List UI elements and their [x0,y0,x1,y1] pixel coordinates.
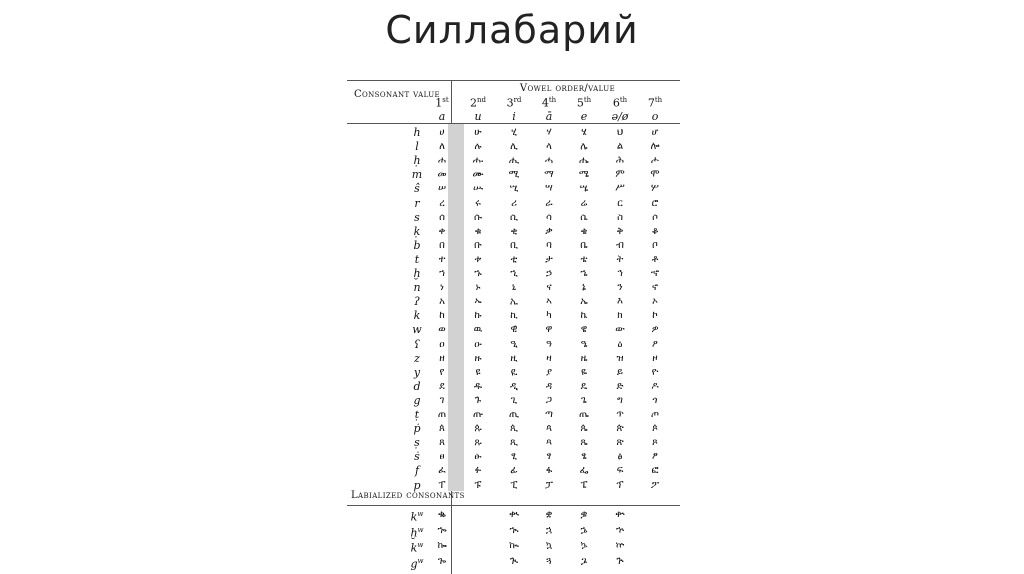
syllable-glyph: ቅ [616,225,624,237]
syllable-glyph: ሠ [437,183,447,195]
syllable-glyph: ማ [544,169,554,181]
syllable-row [347,197,680,210]
syllable-glyph: ኊ [509,524,519,536]
syllable-glyph: ኵ [615,540,625,551]
header-rule [347,123,680,124]
syllable-glyph: በ [439,239,445,251]
consonant-value: y [413,365,421,379]
syllable-glyph: ሎ [650,141,660,153]
labialized-section-label: Labialized consonants [351,490,465,501]
syllable-glyph: ኆ [650,268,660,279]
syllable-glyph: ጵ [616,423,624,435]
syllable-glyph: ዚ [510,352,518,364]
syllable-glyph: ላ [546,141,552,153]
syllable-row [347,225,680,238]
syllable-glyph: ኦ [652,296,658,308]
syllable-row [347,352,680,365]
vowel-value: ə/ø [611,110,629,123]
syllable-glyph: ጕ [616,555,624,567]
syllable-glyph: ኀ [439,268,445,279]
syllable-glyph: ጐ [437,555,447,567]
syllable-row [347,394,680,407]
syllable-row [347,211,680,224]
syllable-glyph: ም [615,169,625,181]
syllable-row [347,436,680,449]
syllable-glyph: ደ [439,380,445,392]
syllable-glyph: ዞ [652,352,658,364]
syllable-glyph: ሃ [546,127,552,138]
syllable-glyph: ሤ [579,183,589,195]
syllable-glyph: ህ [616,127,624,138]
syllable-glyph: ጺ [510,437,518,449]
syllable-glyph: ቴ [580,253,588,265]
syllable-glyph: ሱ [473,211,483,223]
consonant-value: ḳ [413,224,421,238]
syllable-glyph: ኤ [580,296,588,308]
syllable-row [347,267,680,280]
syllable-glyph: ቦ [652,239,658,251]
consonant-value: ʔ [414,295,420,309]
syllable-glyph: ኍ [615,524,625,536]
syllabary-table [347,80,680,574]
syllable-glyph: ዎ [651,324,659,336]
syllable-glyph: ቲ [510,253,518,265]
consonant-value: g [413,393,421,407]
syllable-glyph: ቌ [580,509,588,520]
vowel-value: ā [545,110,553,123]
syllable-row [347,168,680,181]
syllable-glyph: እ [617,296,623,308]
syllable-glyph: ሶ [652,211,658,223]
syllable-glyph: የ [439,366,445,378]
syllable-glyph: ት [616,253,624,265]
syllable-glyph: ቱ [474,253,482,265]
syllable-glyph: ዖ [652,338,658,350]
consonant-value: ṗ [413,422,421,436]
syllable-glyph: ሴ [580,211,588,223]
vowel-value: u [474,110,482,123]
syllable-glyph: ዒ [510,338,518,350]
syllable-glyph: ጴ [580,423,588,435]
syllable-row [347,140,680,153]
syllable-row [347,539,680,555]
syllable-glyph: ዉ [473,324,483,336]
syllable-glyph: ኮ [652,310,658,322]
syllable-glyph: ፍ [616,465,624,477]
consonant-value-header: Consonant value [353,89,441,100]
syllable-glyph: ዱ [473,380,483,392]
syllable-glyph: ፀ [439,451,445,463]
syllable-glyph: ራ [545,197,553,209]
syllable-glyph: ን [617,282,623,294]
syllable-glyph: ዑ [474,338,482,350]
labialized-rule [347,505,680,506]
syllable-glyph: ቋ [545,509,553,520]
syllable-row [347,281,680,294]
consonant-value: ʕ [414,337,420,351]
vowel-order-number: 2nd [470,96,486,110]
syllable-glyph: ሖ [651,155,659,167]
syllable-glyph: ፕ [616,479,624,491]
syllable-glyph: ጾ [652,437,658,449]
syllable-row [347,154,680,167]
syllable-glyph: ሔ [579,155,589,167]
syllable-glyph: ነ [440,282,444,294]
vowel-order-number: 4th [541,96,557,110]
syllable-glyph: ኃ [545,268,553,279]
syllable-glyph: ፁ [474,451,482,463]
syllable-glyph: ሄ [581,127,587,138]
syllable-glyph: ፅ [617,451,623,463]
syllable-row [347,295,680,308]
syllable-glyph: ጽ [616,437,624,449]
syllable-glyph: ሕ [615,155,625,167]
syllable-glyph: ሙ [472,169,484,181]
syllable-glyph: ቈ [437,509,447,520]
syllable-glyph: ኴ [580,540,588,551]
syllable-glyph: ወ [438,324,446,336]
consonant-value: f [414,464,420,478]
syllable-glyph: ዔ [580,338,588,350]
syllable-glyph: ፒ [510,479,518,491]
syllable-glyph: ረ [439,197,445,209]
syllable-glyph: ቆ [651,225,659,237]
syllable-glyph: ፖ [650,479,660,491]
syllable-glyph: ሲ [509,211,518,223]
syllable-row [347,309,680,322]
syllable-glyph: ጓ [546,555,552,567]
syllable-glyph: ቡ [474,239,482,251]
syllable-glyph: ስ [617,211,623,223]
syllable-glyph: ጣ [545,409,553,420]
syllable-glyph: ሂ [511,127,517,138]
consonant-value: d [413,379,421,393]
syllable-glyph: ባ [546,239,552,251]
consonant-value: $k^w$ [410,510,424,524]
vowel-order-number: 1st [435,96,449,110]
syllable-glyph: ቤ [580,239,588,251]
syllable-glyph: ቃ [545,225,553,237]
syllable-glyph: ጹ [474,437,482,449]
syllable-glyph: ዛ [546,352,552,364]
syllable-glyph: ዩ [475,366,481,378]
vowel-order-number: 6th [612,96,628,110]
syllable-glyph: ዜ [580,352,588,364]
syllable-glyph: ቂ [510,225,518,237]
syllable-glyph: ቁ [474,225,482,237]
syllable-glyph: ታ [545,253,553,265]
consonant-value: $g^w$ [410,556,424,571]
syllable-glyph: ጤ [579,409,589,420]
syllable-glyph: ድ [616,380,624,392]
syllable-glyph: ሮ [651,197,659,209]
syllable-glyph: ሡ [472,183,484,195]
syllable-glyph: ፔ [580,479,588,491]
syllable-row [347,422,680,435]
syllable-glyph: ጌ [581,394,587,406]
syllable-glyph: ጎ [652,394,658,406]
syllable-glyph: ዌ [580,324,588,336]
syllable-glyph: ኒ [511,282,517,294]
syllable-glyph: ኔ [582,282,586,294]
syllable-glyph: ገ [439,394,445,406]
top-rule [347,80,680,81]
syllable-glyph: ሰ [439,211,445,223]
syllable-glyph: ኖ [651,282,659,294]
syllable-glyph: ዙ [474,352,482,364]
vowel-value: o [651,110,659,123]
syllable-glyph: ሌ [580,141,588,153]
syllable-glyph: ፐ [438,479,446,491]
syllable-glyph: ኣ [546,296,552,308]
syllable-glyph: ኂ [510,268,518,279]
syllable-glyph: ኄ [580,268,588,279]
syllable-glyph: ጔ [580,555,588,567]
syllable-glyph: ያ [545,366,553,378]
syllable-glyph: ኳ [545,540,553,551]
syllable-glyph: ጶ [652,423,658,435]
syllable-glyph: ጉ [474,394,482,406]
syllable-glyph: ሚ [508,169,520,181]
consonant-value: ḫ$^w$ [410,525,424,540]
syllable-glyph: ከ [439,310,445,322]
syllable-glyph: ል [616,141,624,153]
syllable-glyph: ፂ [511,451,517,463]
syllable-glyph: ሞ [650,169,660,181]
syllable-glyph: ዊ [510,324,518,336]
vowel-value: i [512,110,516,123]
syllable-glyph: ዬ [580,366,588,378]
syllable-row [347,524,680,540]
syllable-glyph: ፈ [438,465,446,477]
syllable-glyph: ዶ [651,380,659,392]
syllable-glyph: ጰ [439,423,445,435]
syllable-glyph: ኈ [437,524,447,536]
syllable-glyph: ዮ [651,366,659,378]
syllable-glyph: ፄ [581,451,587,463]
syllable-glyph: ዪ [510,366,518,378]
syllable-glyph: ክ [617,310,623,322]
syllable-glyph: ሉ [474,141,482,153]
consonant-value: p [413,478,421,492]
syllable-glyph: ኌ [580,524,588,536]
syllable-row [347,182,680,195]
syllable-glyph: ዘ [439,352,445,364]
syllable-row [347,323,680,336]
syllable-glyph: ፌ [579,465,589,477]
consonant-value: n [413,281,421,295]
syllable-glyph: ጊ [510,394,518,406]
consonant-value: ṣ [414,436,420,450]
syllable-glyph: ሜ [578,169,590,181]
syllable-row [347,464,680,477]
syllable-glyph: ጢ [508,409,520,420]
syllable-glyph: ሀ [439,127,445,138]
vowel-order-number: 5th [576,96,592,110]
consonant-value: ṡ [414,450,420,464]
syllable-glyph: ኅ [617,268,623,279]
syllable-glyph: ሊ [510,141,518,153]
syllable-row [347,338,680,351]
vowel-value: a [438,110,446,123]
syllable-glyph: ሬ [580,197,588,209]
syllable-glyph: ኬ [580,310,588,322]
vowel-value: e [580,110,588,123]
syllable-glyph: ፊ [510,465,518,477]
syllable-glyph: ው [615,324,625,336]
syllable-glyph: ጒ [509,555,519,567]
syllable-row [347,126,680,139]
syllable-glyph: ቄ [580,225,588,237]
syllable-glyph: ኑ [475,282,481,294]
syllable-glyph: ፑ [474,479,482,491]
syllable-glyph: ጳ [545,423,553,435]
syllable-glyph: ዲ [510,380,518,392]
consonant-value: $k^w$ [410,541,424,555]
syllable-glyph: ቢ [510,239,518,251]
syllable-glyph: ዕ [617,338,623,350]
syllable-glyph: ሓ [544,155,554,167]
syllable-glyph: ዐ [439,338,445,350]
syllable-glyph: ፋ [545,465,553,477]
syllable-glyph: ጦ [650,409,660,420]
syllable-glyph: ብ [616,239,624,251]
syllable-glyph: መ [437,169,447,181]
syllable-glyph: ጠ [437,409,447,420]
syllable-row [347,508,680,524]
syllable-glyph: ጥ [616,409,624,420]
syllable-row [347,450,680,463]
consonant-value: l [415,140,419,154]
syllable-row [347,408,680,421]
syllable-glyph: ግ [617,394,623,406]
syllable-glyph: ኲ [509,540,519,551]
syllable-glyph: ር [617,197,623,209]
syllable-glyph: ፓ [545,479,553,491]
consonant-value: ṭ [414,408,420,421]
syllable-glyph: ሢ [509,183,519,195]
syllable-glyph: ተ [438,253,446,265]
syllable-glyph: ኋ [545,524,553,536]
consonant-value: b [413,238,421,252]
syllable-glyph: ሣ [545,183,553,195]
syllable-glyph: ጻ [546,437,552,449]
syllable-glyph: ቍ [615,509,625,520]
syllable-glyph: ለ [439,141,445,153]
syllable-glyph: ዝ [616,352,624,364]
syllable-glyph: ፉ [474,465,482,477]
syllable-glyph: ሦ [651,183,659,195]
syllable-glyph: ጋ [545,394,553,406]
syllable-glyph: ዋ [545,324,553,336]
syllable-glyph: ሪ [511,197,517,209]
syllable-row [347,239,680,252]
syllable-glyph: ዴ [580,380,588,392]
syllable-glyph: ጸ [439,437,445,449]
syllable-glyph: ጱ [474,423,482,435]
syllable-glyph: ቊ [508,509,520,520]
consonant-value: w [412,323,422,337]
syllable-glyph: ኁ [474,268,482,279]
syllable-row [347,366,680,379]
syllable-glyph: ሥ [615,183,625,195]
syllable-glyph: ሐ [437,155,447,167]
slide-title: Силлабарий [385,8,639,52]
syllable-glyph: ይ [616,366,624,378]
consonant-value: t [414,252,420,266]
consonant-value: h [413,126,421,139]
syllable-row [347,555,680,571]
syllable-glyph: ሑ [472,155,484,167]
syllable-glyph: ኡ [474,296,482,308]
syllable-glyph: አ [439,296,445,308]
vowel-order-header: Vowel order/value [519,83,616,94]
consonant-value: ḥ [413,154,421,168]
syllable-glyph: ቶ [651,253,659,265]
syllable-glyph: ጼ [580,437,588,449]
syllable-glyph: ቀ [438,225,446,237]
syllable-glyph: ዳ [545,380,553,392]
consonant-value: s [414,210,420,224]
syllable-glyph: ሁ [474,127,482,138]
consonant-value: r [414,196,420,210]
syllable-glyph: ኢ [509,296,519,308]
syllable-glyph: ፆ [652,451,658,463]
syllable-glyph: ኰ [437,540,447,551]
syllable-glyph: ፃ [546,451,552,463]
syllable-glyph: ዓ [546,338,552,350]
vowel-order-number: 7th [647,96,663,110]
consonant-value: m [411,168,423,182]
syllable-glyph: ኪ [510,310,518,322]
syllable-glyph: ጲ [510,423,518,435]
syllable-row [347,253,680,266]
syllable-glyph: ፎ [651,465,659,477]
syllable-glyph: ና [546,282,552,294]
syllable-glyph: ኩ [474,310,482,322]
syllable-glyph: ሆ [651,127,659,138]
vowel-order-number: 3rd [506,96,522,110]
syllable-glyph: ሒ [508,155,520,167]
syllable-glyph: ሩ [475,197,481,209]
syllable-row [347,380,680,393]
consonant-value: z [414,351,420,365]
syllable-glyph: ካ [546,310,552,322]
consonant-value: ḫ [413,267,421,280]
consonant-value: k [413,309,421,323]
syllable-glyph: ሳ [546,211,552,223]
consonant-value: ŝ [414,182,420,196]
syllable-glyph: ጡ [472,409,484,420]
